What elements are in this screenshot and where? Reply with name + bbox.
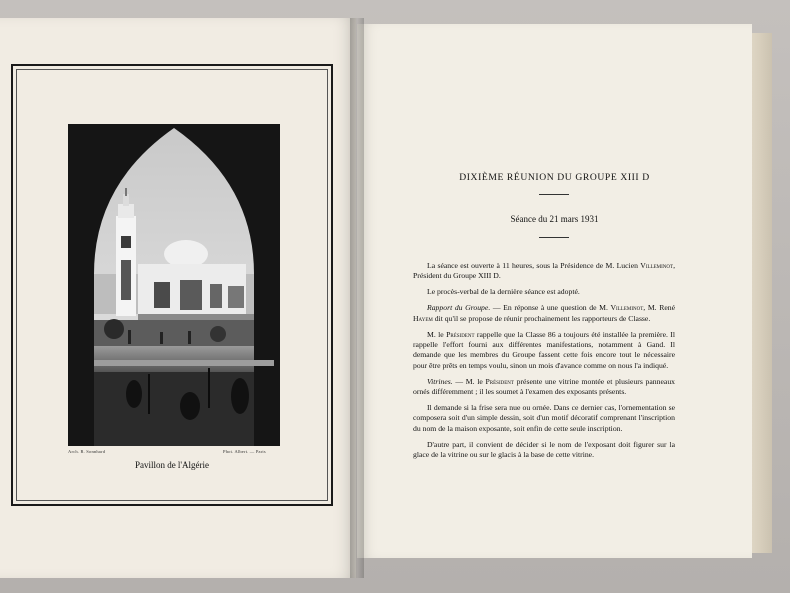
title-divider bbox=[539, 194, 569, 195]
person-name: Villeminot bbox=[640, 261, 674, 270]
book-gutter bbox=[350, 18, 364, 578]
president-title: Président bbox=[485, 376, 514, 386]
person-name: Villeminot bbox=[610, 303, 644, 313]
session-date: Séance du 21 mars 1931 bbox=[510, 214, 599, 224]
pavilion-photo-illustration bbox=[68, 124, 280, 446]
meeting-title: DIXIÈME RÉUNION DU GROUPE XIII D bbox=[459, 172, 650, 183]
right-page bbox=[357, 24, 752, 558]
subtitle-divider bbox=[539, 237, 569, 238]
paragraph-minutes-adopted: Le procès-verbal de la dernière séance est adopté. bbox=[427, 287, 580, 297]
photo-credit-architect: Arch. R. Sonnhard bbox=[68, 449, 106, 454]
pavilion-photograph bbox=[68, 124, 280, 446]
left-page bbox=[0, 18, 356, 578]
president-title: Président bbox=[446, 329, 475, 339]
paragraph-president-reminder: M. le Président rappelle que la Classe 86 a toujours été installée la première. Il rappelle l'effort fourni aux différentes manifestations, notamment à Gand. Il demande que les membres du Groupe fassent cette fois encore tout le nécessaire pour être prêts en temps voulu, sinon un mois d'avance comme on nous l'a indiqué. bbox=[413, 329, 675, 370]
section-lead: Rapport du Groupe. bbox=[427, 303, 491, 313]
paragraph-opening: La séance est ouverte à 11 heures, sous la Présidence de M. Lucien Villeminot, Président du Groupe XIII D. bbox=[413, 261, 675, 281]
minutes-body bbox=[413, 261, 675, 466]
person-name: Hayem bbox=[413, 313, 433, 323]
paragraph-frieze: Il demande si la frise sera nue ou ornée. Dans ce dernier cas, l'ornementation se composera soit d'un simple dessin, soit d'un motif décoratif comprenant l'inscription du nom de la maison exposante, soit enfin de cette seule inscription. bbox=[413, 402, 675, 433]
paragraph-exhibitor-name: D'autre part, il convient de décider si le nom de l'exposant doit figurer sur la glace de la vitrine ou sur le glacis à la base de cette vitrine. bbox=[413, 439, 675, 460]
paragraph-vitrines: Vitrines. — M. le Président présente une vitrine montée et plusieurs panneaux ornés différemment ; il les soumet à l'examen des exposants présents. bbox=[413, 376, 676, 397]
photo-credit-photographer: Phot. Albert. — Paris bbox=[223, 449, 266, 454]
paragraph-group-report: Rapport du Groupe. — En réponse à une question de M. Villeminot, M. René Hayem dit qu'il se propose de réunir prochainement les rapporteurs de Classe. bbox=[413, 303, 675, 323]
photo-plate-frame bbox=[11, 64, 333, 506]
section-lead: Vitrines. bbox=[427, 376, 453, 386]
photo-caption: Pavillon de l'Algérie bbox=[134, 460, 210, 470]
